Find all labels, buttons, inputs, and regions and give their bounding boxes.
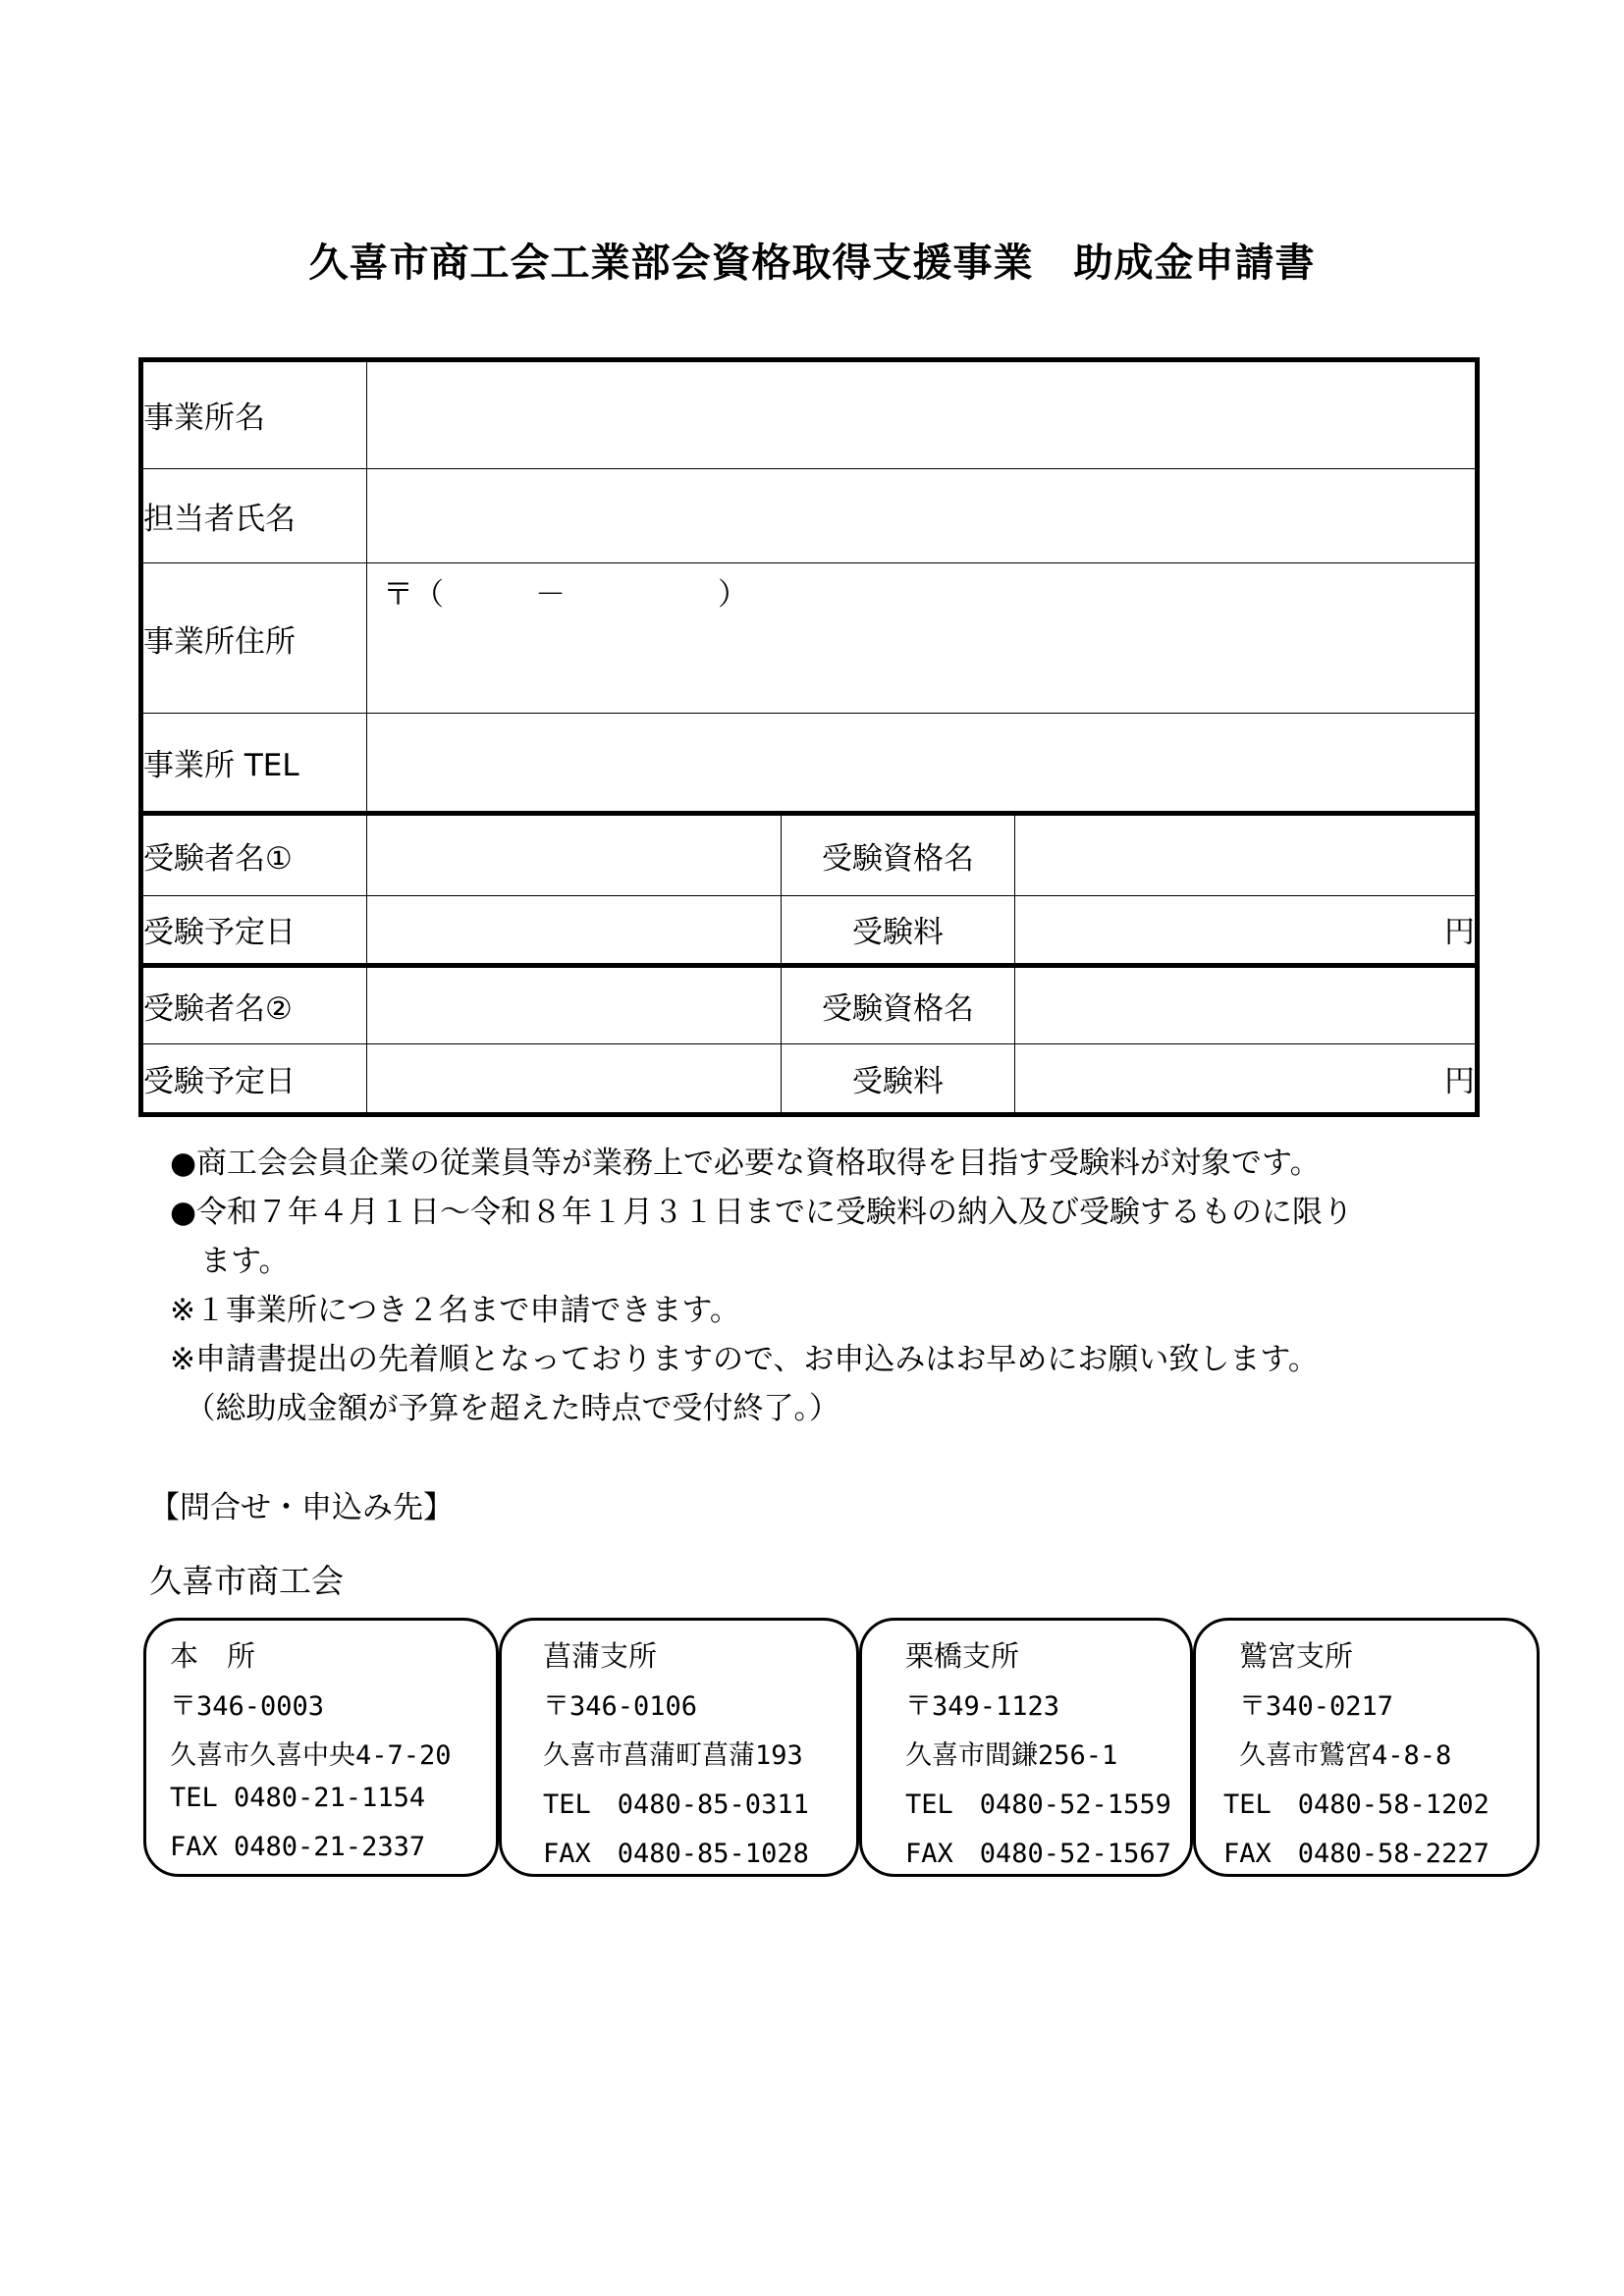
office-card-fax: FAX 0480-85-1028 xyxy=(543,1839,809,1869)
form-row-office-name xyxy=(141,360,1478,469)
office-address-label-text: 事業所住所 xyxy=(143,623,296,660)
postal-code-template: 〒（ － ） xyxy=(383,577,748,614)
inquiry-heading: 【問合せ・申込み先】 xyxy=(149,1490,454,1525)
office-card-tel: TEL 0480-21-1154 xyxy=(170,1783,426,1813)
office-card-main xyxy=(143,1618,499,1877)
contact-person-label: 担当者氏名 xyxy=(141,468,367,563)
exam2-fee-field[interactable] xyxy=(1015,1044,1478,1115)
office-card-zip: 〒349-1123 xyxy=(905,1691,1060,1722)
office-name-label: 事業所名 xyxy=(141,360,367,469)
examinee1-label: 受験者名① xyxy=(141,813,367,895)
form-row-office-tel xyxy=(141,714,1478,814)
office-card-shobu xyxy=(499,1618,859,1877)
exam1-date-field[interactable] xyxy=(367,895,782,965)
exam1-date-label: 受験予定日 xyxy=(141,895,367,965)
office-address-label xyxy=(141,563,367,714)
office-card-kurihashi xyxy=(859,1618,1193,1877)
examinee2-field[interactable] xyxy=(367,965,782,1044)
organization-name: 久喜市商工会 xyxy=(149,1562,344,1600)
exam1-fee-field[interactable] xyxy=(1015,895,1478,965)
exam-qualification1-label: 受験資格名 xyxy=(782,813,1015,895)
exam-qualification2-field[interactable] xyxy=(1015,965,1478,1044)
notes-list xyxy=(170,1139,1353,1433)
form-row-office-address xyxy=(141,563,1478,714)
office-card-name: 鷲宮支所 xyxy=(1239,1639,1354,1673)
office-card-address: 久喜市菖蒲町菖蒲193 xyxy=(543,1740,803,1771)
yen-unit-1: 円 xyxy=(1444,915,1475,951)
office-card-zip: 〒346-0003 xyxy=(170,1691,325,1722)
form-row-examinee2 xyxy=(141,965,1478,1044)
office-name-field[interactable] xyxy=(367,360,1478,469)
page-title: 久喜市商工会工業部会資格取得支援事業 助成金申請書 xyxy=(308,240,1316,286)
office-tel-label: 事業所 TEL xyxy=(141,714,367,814)
office-card-tel: TEL 0480-52-1559 xyxy=(905,1789,1171,1820)
exam2-date-field[interactable] xyxy=(367,1044,782,1115)
exam-qualification2-label: 受験資格名 xyxy=(782,965,1015,1044)
form-row-exam2-date xyxy=(141,1044,1478,1115)
yen-unit-2: 円 xyxy=(1444,1064,1475,1100)
form-row-contact-person xyxy=(141,468,1478,563)
exam-qualification1-field[interactable] xyxy=(1015,813,1478,895)
office-card-name: 栗橋支所 xyxy=(905,1639,1020,1673)
application-form-table xyxy=(138,357,1480,1117)
note-item: ●令和７年４月１日～令和８年１月３１日までに受験料の納入及び受験するものに限り xyxy=(170,1195,1354,1230)
note-item: ※申請書提出の先着順となっておりますので、お申込みはお早めにお願い致します。 xyxy=(170,1342,1319,1377)
office-card-fax: FAX 0480-58-2227 xyxy=(1223,1839,1489,1869)
note-item: ます。 xyxy=(170,1244,290,1279)
note-item: ※１事業所につき２名まで申請できます。 xyxy=(170,1293,740,1328)
exam2-fee-label: 受験料 xyxy=(782,1044,1015,1115)
office-card-name: 本 所 xyxy=(170,1639,256,1673)
office-tel-field[interactable] xyxy=(367,714,1478,814)
office-card-tel: TEL 0480-58-1202 xyxy=(1223,1789,1489,1820)
office-card-zip: 〒346-0106 xyxy=(543,1691,698,1722)
office-card-washimiya xyxy=(1193,1618,1540,1877)
contact-person-field[interactable] xyxy=(367,468,1478,563)
office-card-address: 久喜市鷲宮4-8-8 xyxy=(1239,1740,1452,1771)
office-card-fax: FAX 0480-21-2337 xyxy=(170,1832,426,1862)
examinee2-label: 受験者名② xyxy=(141,965,367,1044)
office-card-zip: 〒340-0217 xyxy=(1239,1691,1394,1722)
exam1-fee-label: 受験料 xyxy=(782,895,1015,965)
office-card-address: 久喜市間鎌256-1 xyxy=(905,1740,1118,1771)
exam2-date-label: 受験予定日 xyxy=(141,1044,367,1115)
note-item: （総助成金額が予算を超えた時点で受付終了。） xyxy=(170,1391,839,1426)
office-card-address: 久喜市久喜中央4-7-20 xyxy=(170,1740,452,1771)
office-card-tel: TEL 0480-85-0311 xyxy=(543,1789,809,1820)
form-row-exam1-date xyxy=(141,895,1478,965)
office-address-field[interactable] xyxy=(367,563,1478,714)
note-item: ●商工会会員企業の従業員等が業務上で必要な資格取得を目指す受験料が対象です。 xyxy=(170,1146,1321,1181)
office-card-fax: FAX 0480-52-1567 xyxy=(905,1839,1171,1869)
examinee1-field[interactable] xyxy=(367,813,782,895)
office-card-name: 菖蒲支所 xyxy=(543,1639,658,1673)
form-row-examinee1 xyxy=(141,813,1478,895)
